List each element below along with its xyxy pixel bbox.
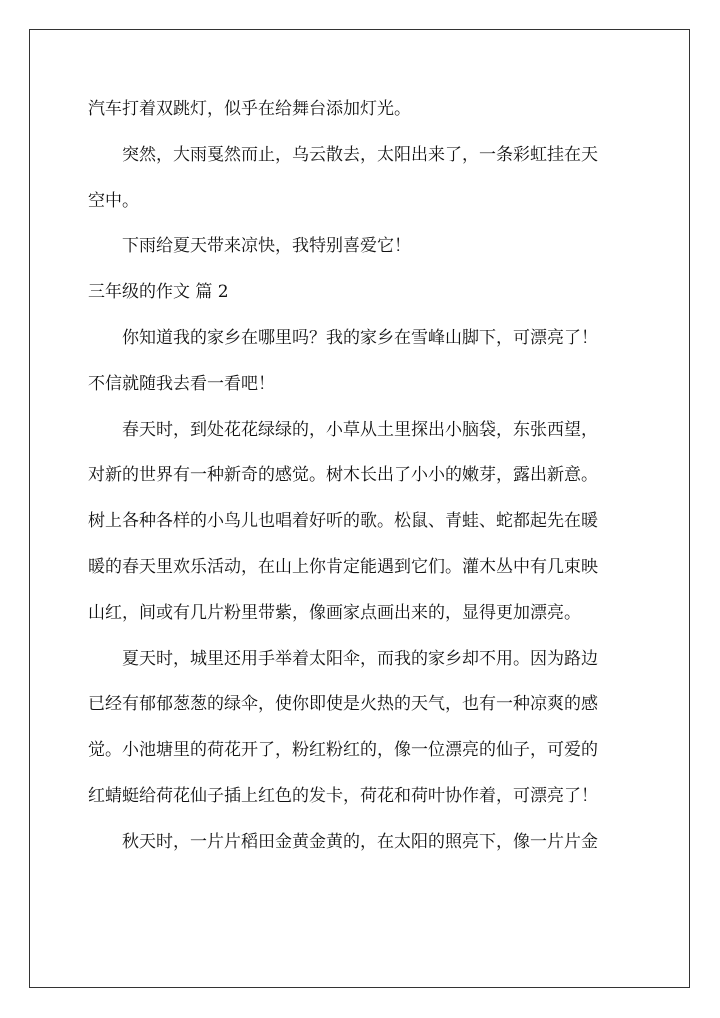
text-line: 暖的春天里欢乐活动，在山上你肯定能遇到它们。灌木丛中有几束映 (88, 556, 598, 577)
text-line: 秋天时，一片片稻田金黄金黄的，在太阳的照亮下，像一片片金 (122, 831, 598, 852)
text-line: 山红，间或有几片粉里带紫，像画家点画出来的，显得更加漂亮。 (88, 602, 581, 623)
text-line: 树上各种各样的小鸟儿也唱着好听的歌。松鼠、青蛙、蛇都起先在暖 (88, 511, 598, 532)
text-line: 空中。 (88, 190, 139, 211)
text-line: 已经有郁郁葱葱的绿伞，使你即使是火热的天气，也有一种凉爽的感 (88, 694, 598, 715)
text-line: 你知道我的家乡在哪里吗？我的家乡在雪峰山脚下，可漂亮了！ (122, 327, 598, 348)
text-line: 汽车打着双跳灯，似乎在给舞台添加灯光。 (88, 99, 411, 119)
text-line: 觉。小池塘里的荷花开了，粉红粉红的，像一位漂亮的仙子，可爱的 (88, 740, 598, 761)
text-line: 夏天时，城里还用手举着太阳伞，而我的家乡却不用。因为路边 (122, 648, 598, 669)
document-body (88, 92, 640, 871)
text-line: 红蜻蜓给荷花仙子插上红色的发卡，荷花和荷叶协作着，可漂亮了！ (88, 785, 598, 806)
text-line: 下雨给夏天带来凉快，我特别喜爱它！ (122, 236, 411, 257)
text-line: 春天时，到处花花绿绿的，小草从土里探出小脑袋，东张西望， (122, 419, 598, 440)
text-line: 突然，大雨戛然而止，乌云散去，太阳出来了，一条彩虹挂在天 (122, 144, 598, 165)
section-heading: 三年级的作文 篇 2 (88, 282, 229, 303)
text-line: 不信就随我去看一看吧！ (88, 373, 275, 394)
text-line: 对新的世界有一种新奇的感觉。树木长出了小小的嫩芽，露出新意。 (88, 465, 598, 486)
